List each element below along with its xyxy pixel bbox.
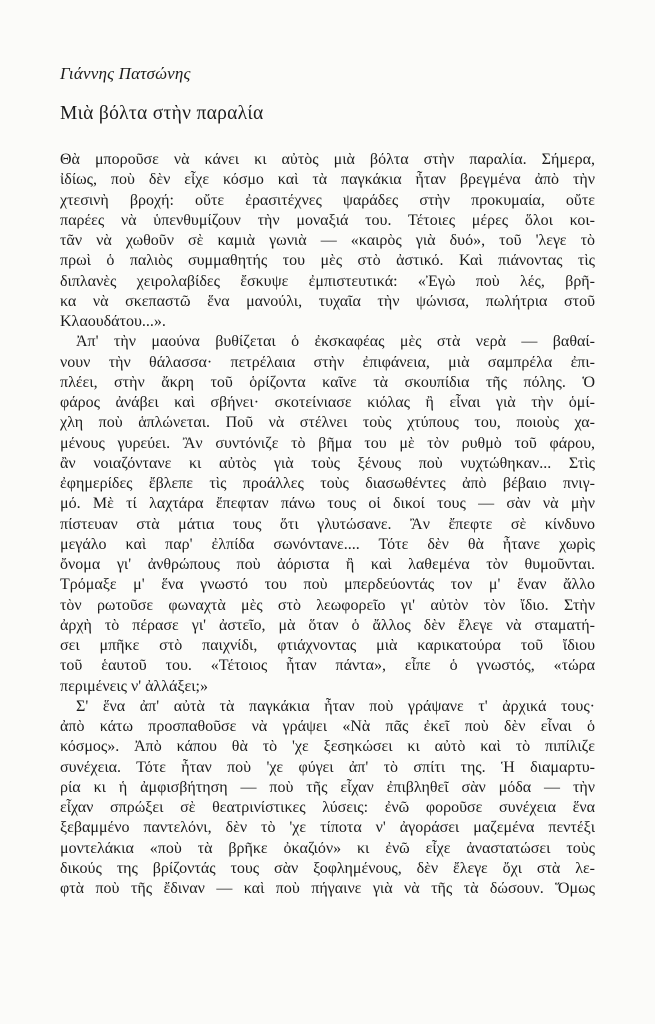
story-title: Μιὰ βόλτα στὴν παραλία xyxy=(60,103,264,124)
text-line: τᾶν νὰ χωθοῦν σὲ καμιὰ γωνιὰ — «καιρὸς γιὰ δυό», τοῦ 'λεγε τὸ xyxy=(60,232,595,249)
text-line: ἀπὸ κάτω προσπαθοῦσε νὰ γράψει «Νὰ πᾶς ἐκεῖ ποὺ δὲν εἶναι ὁ xyxy=(60,718,595,735)
text-line: Κλαουδάτου...». xyxy=(60,313,166,330)
text-line: μοντελάκια «ποὺ τὰ βρῆκε ὀκαζιόν» κι ἐνῶ εἶχε ἀναστατώσει τοὺς xyxy=(60,839,595,857)
text-line: φτὰ ποὺ τῆς ἔδιναν — καὶ ποὺ πήγαινε γιὰ νὰ τῆς τὰ δώσουν. Ὅμως xyxy=(60,880,595,897)
text-line: δικούς της βρίζοντάς τους σὰν ξοφλημένους, δὲν ἔλεγε ὄχι στὰ λε- xyxy=(60,859,595,877)
text-line: χλη ποὺ ἁπλώνεται. Ποῦ νὰ στέλνει τοὺς χτύπους του, ποιοὺς χα- xyxy=(60,414,595,432)
text-line: μό. Μὲ τί λαχτάρα ἔπεφταν πάνω τους οἱ δικοί τους — σὰν νὰ μὴν xyxy=(60,495,595,513)
text-line: ἀρχὴ τὸ πέρασε γι' ἀστεῖο, μὰ ὅταν ὁ ἄλλος δὲν ἔλεγε νὰ σταματή- xyxy=(60,616,595,634)
text-line: Ἀπ' τὴν μαούνα βυθίζεται ὁ ἐκσκαφέας μὲς στὰ νερὰ — βαθαί- xyxy=(76,333,595,351)
text-line: τὸν ρωτοῦσε φωναχτὰ μὲς στὸ λεωφορεῖο γι' αὐτὸν τὸν ἴδιο. Στὴν xyxy=(60,596,595,614)
text-line: Τρόμαξε μ' ἕνα γνωστό του ποὺ μπερδεύοντάς τον μ' ἕναν ἄλλο xyxy=(60,576,595,594)
text-line: πρωὶ ὁ παλιὸς συμμαθητής του μὲς στὸ ἀστικό. Καὶ πιάνοντας τὶς xyxy=(60,252,595,270)
text-line: μένους γυρεύει. Ἂν συντόνιζε τὸ βῆμα του μὲ τὸν ρυθμὸ τοῦ φάρου, xyxy=(60,434,595,452)
text-line: νουν τὴν θάλασσα· πετρέλαια στὴν ἐπιφάνεια, μιὰ σαμπρέλα ἐπι- xyxy=(60,353,595,371)
text-line: Σ' ἕνα ἀπ' αὐτὰ τὰ παγκάκια ἦταν ποὺ γράψανε τ' ἀρχικά τους· xyxy=(76,697,595,715)
text-line: ἂν νοιαζόντανε κι αὐτὸς γιὰ τοὺς ξένους ποὺ νυχτώθηκαν... Στὶς xyxy=(60,454,595,472)
paragraph-3 xyxy=(60,697,595,900)
text-line: ρία κι ἡ ἀμφισβήτηση — ποὺ τῆς εἶχαν ἐπιβληθεῖ σὰν μόδα — τὴν xyxy=(60,778,595,796)
text-line: ἰδίως, ποὺ δὲν εἶχε κόσμο καὶ τὰ παγκάκια ἦταν βρεγμένα ἀπὸ τὴν xyxy=(60,171,595,189)
story-body xyxy=(60,150,595,899)
text-line: περιμένεις ν' ἀλλάξει;» xyxy=(60,677,208,695)
text-line: ξεβαμμένο παντελόνι, δὲν τὸ 'χε τίποτα ν' ἀγοράσει μαζεμένα πεντέξι xyxy=(60,819,595,837)
text-line: σει μπῆκε στὸ παιχνίδι, φτιάχνοντας μιὰ καρικατούρα τοῦ ἴδιου xyxy=(60,637,595,654)
text-line: πίστευαν στὰ μάτια τους ὅτι γλυτώσανε. Ἂν ἔπεφτε σὲ κίνδυνο xyxy=(60,515,595,533)
text-line: πλέει, στὴν ἄκρη τοῦ ὁρίζοντα καῖνε τὰ σκουπίδια τῆς πόλης. Ὁ xyxy=(60,373,595,391)
paragraph-1 xyxy=(60,150,595,332)
text-line: συνέχεια. Τότε ἦταν ποὺ 'χε φύγει ἀπ' τὸ σπίτι της. Ἡ διαμαρτυ- xyxy=(60,758,595,776)
text-line: Θὰ μποροῦσε νὰ κάνει κι αὐτὸς μιὰ βόλτα στὴν παραλία. Σήμερα, xyxy=(60,151,595,168)
author-name: Γιάννης Πατσώνης xyxy=(60,64,191,83)
text-line: διπλανὲς χειρολαβίδες ἔσκυψε ἐμπιστευτικά: «Ἐγὼ ποὺ λές, βρῆ- xyxy=(60,272,595,290)
text-line: εἶχαν σπρώξει σὲ θεατρινίστικες λύσεις: ἐνῶ φοροῦσε συνέχεια ἕνα xyxy=(60,799,595,816)
text-line: κόσμος». Ἀπὸ κάπου θὰ τὸ 'χε ξεσηκώσει κι αὐτὸ καὶ τὸ πιπίλιζε xyxy=(60,738,595,756)
text-line: τοῦ ἑαυτοῦ του. «Τέτοιος ἦταν πάντα», εἶπε ὁ γνωστός, «τώρα xyxy=(60,657,595,675)
text-line: χτεσινὴ βροχή: οὔτε ἐρασιτέχνες ψαράδες στὴν προκυμαία, οὔτε xyxy=(60,191,595,209)
text-line: μεγάλο καὶ παρ' ἐλπίδα σωνόντανε.... Τότε δὲν θὰ ἦτανε χωρὶς xyxy=(60,535,595,553)
text-line: κα νὰ σκεπαστῶ ἕνα μανούλι, τυχαῖα τὴν ψώνισα, πωλήτρια στοῦ xyxy=(60,292,595,310)
text-line: παρέες νὰ ὑπενθυμίζουν τὴν μοναξιά του. Τέτοιες μέρες ὅλοι κοι- xyxy=(60,211,595,229)
text-line: ἐφημερίδες ἔβλεπε τὶς προάλλες τοὺς διασωθέντες ἀπὸ βέβαιο πνιγ- xyxy=(60,475,595,492)
paragraph-2 xyxy=(60,332,595,697)
text-line: ὄνομα γι' ἀνθρώπους ποὺ ἀόριστα ἢ καὶ λαθεμένα τὸν θυμοῦνται. xyxy=(60,556,595,573)
text-line: φάρος ἀνάβει καὶ σβήνει· σκοτείνιασε κιόλας ἢ εἶναι γιὰ τὴν ὁμί- xyxy=(60,394,595,411)
